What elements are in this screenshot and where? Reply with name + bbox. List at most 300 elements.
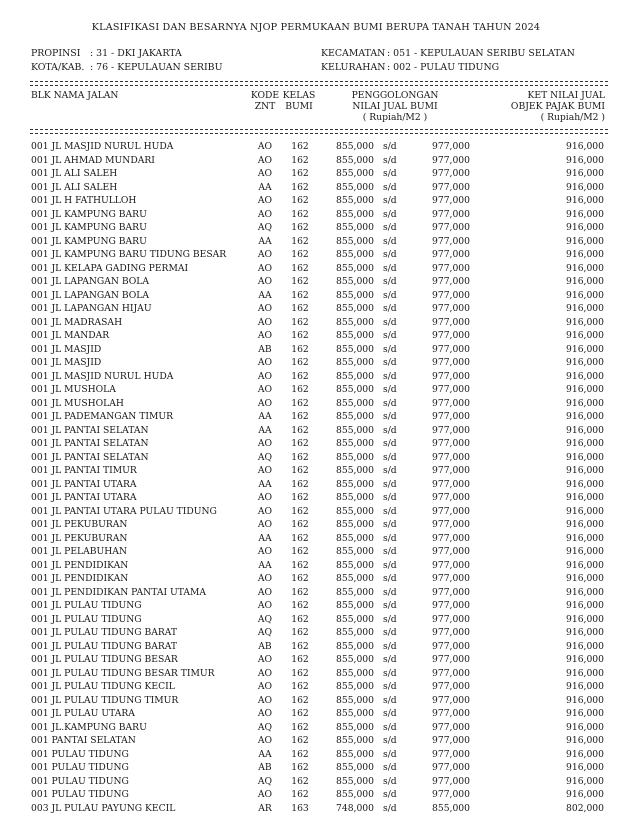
street-name-cell: [31, 572, 128, 586]
znt-cell: AB: [258, 640, 272, 652]
range-separator: s/d: [383, 235, 397, 247]
kelas-bumi-cell: 162: [291, 303, 309, 314]
table-row: [0, 356, 632, 370]
blk-cell: 001: [31, 316, 49, 328]
ket-nilai-cell: 916,000: [566, 789, 604, 800]
table-row: [0, 559, 632, 573]
range-separator: s/d: [383, 627, 397, 638]
nilai-low-cell: 855,000: [336, 316, 374, 328]
nilai-high-cell: 977,000: [432, 222, 470, 233]
nilai-low-cell: 855,000: [336, 276, 374, 287]
table-row: [0, 788, 632, 802]
nilai-high-cell: 977,000: [432, 384, 470, 395]
nama-jalan-cell: JL PANTAI SELATAN: [51, 424, 149, 436]
nilai-low-cell: 855,000: [336, 708, 374, 719]
nilai-high-cell: 977,000: [432, 694, 470, 706]
table-row: [0, 329, 632, 343]
street-name-cell: [31, 437, 149, 451]
nilai-low-cell: 855,000: [336, 721, 374, 733]
kelas-bumi-cell: 162: [291, 235, 309, 247]
table-row: [0, 262, 632, 276]
znt-cell: AQ: [257, 451, 273, 463]
table-row: [0, 491, 632, 505]
table-row: [0, 734, 632, 748]
nama-jalan-cell: JL PENDIDIKAN: [51, 559, 129, 571]
nilai-low-cell: 855,000: [336, 438, 374, 449]
street-name-cell: [31, 154, 155, 168]
nilai-high-cell: 977,000: [432, 627, 470, 638]
ket-nilai-cell: 916,000: [566, 708, 604, 719]
ket-nilai-cell: 916,000: [566, 222, 604, 233]
range-separator: s/d: [383, 640, 397, 652]
ket-nilai-cell: 916,000: [566, 316, 604, 328]
kelas-bumi-cell: 162: [291, 492, 309, 503]
ket-nilai-cell: 916,000: [566, 735, 604, 746]
nilai-high-cell: 977,000: [432, 330, 470, 341]
nilai-high-cell: 977,000: [432, 762, 470, 773]
ket-nilai-cell: 916,000: [566, 424, 604, 436]
kelas-bumi-cell: 163: [291, 802, 309, 814]
ket-nilai-cell: 916,000: [566, 694, 604, 706]
street-name-cell: [31, 235, 147, 249]
table-row: [0, 586, 632, 600]
nilai-high-cell: 977,000: [432, 789, 470, 800]
nilai-high-cell: 977,000: [432, 181, 470, 193]
blk-cell: 001: [31, 181, 49, 193]
znt-cell: AO: [257, 262, 273, 274]
street-name-cell: [31, 586, 206, 600]
kelas-bumi-cell: 162: [291, 249, 309, 260]
blk-cell: 001: [31, 654, 49, 665]
blk-cell: 001: [31, 141, 49, 152]
kelas-bumi-cell: 162: [291, 600, 309, 611]
nilai-low-cell: 855,000: [336, 762, 374, 773]
blk-cell: 001: [31, 694, 49, 706]
nama-jalan-cell: JL PULAU TIDUNG: [51, 613, 142, 625]
nama-jalan-cell: JL PEKUBURAN: [51, 532, 128, 544]
table-row: [0, 464, 632, 478]
nilai-high-cell: 977,000: [432, 235, 470, 247]
nilai-low-cell: 855,000: [336, 586, 374, 598]
znt-cell: AB: [258, 762, 272, 773]
range-separator: s/d: [383, 559, 397, 571]
range-separator: s/d: [383, 546, 397, 557]
range-separator: s/d: [383, 478, 397, 490]
table-row: [0, 721, 632, 735]
nama-jalan-cell: JL MADRASAH: [51, 316, 123, 328]
table-row: [0, 208, 632, 222]
nama-jalan-cell: JL LAPANGAN BOLA: [51, 276, 150, 287]
range-separator: s/d: [383, 154, 397, 166]
nilai-low-cell: 855,000: [336, 532, 374, 544]
col-penggolongan: PENGGOLONGAN: [351, 90, 439, 101]
nama-jalan-cell: JL MASJID NURUL HUDA: [51, 141, 174, 152]
col-ket-nilai-jual: KET NILAI JUAL: [527, 90, 605, 101]
kelas-bumi-cell: 162: [291, 451, 309, 463]
street-name-cell: [31, 680, 175, 694]
nilai-low-cell: 855,000: [336, 613, 374, 625]
nilai-high-cell: 977,000: [432, 195, 470, 206]
range-separator: s/d: [383, 775, 397, 787]
nama-jalan-cell: JL LAPANGAN BOLA: [51, 289, 150, 301]
nilai-low-cell: 855,000: [336, 640, 374, 652]
table-row: [0, 316, 632, 330]
street-name-cell: [31, 343, 101, 357]
kelas-bumi-cell: 162: [291, 775, 309, 787]
znt-cell: AO: [257, 586, 273, 598]
header-top-rule: [30, 81, 608, 86]
range-separator: s/d: [383, 357, 397, 368]
nilai-high-cell: 977,000: [432, 667, 470, 679]
znt-cell: AO: [257, 600, 273, 611]
blk-cell: 003: [31, 802, 49, 814]
blk-cell: 001: [31, 748, 49, 760]
nama-jalan-cell: JL PULAU UTARA: [51, 708, 135, 719]
street-name-cell: [31, 397, 124, 411]
nama-jalan-cell: JL PENDIDIKAN: [51, 573, 129, 584]
street-name-cell: [31, 181, 117, 195]
nilai-low-cell: 855,000: [336, 451, 374, 463]
street-name-cell: [31, 329, 109, 343]
kelas-bumi-cell: 162: [291, 748, 309, 760]
table-row: [0, 478, 632, 492]
kelas-bumi-cell: 162: [291, 681, 309, 692]
range-separator: s/d: [383, 438, 397, 449]
nilai-high-cell: 977,000: [432, 748, 470, 760]
znt-cell: AA: [258, 289, 272, 301]
street-name-cell: [31, 140, 173, 154]
kelas-bumi-cell: 162: [291, 316, 309, 328]
table-row: [0, 424, 632, 438]
kelas-bumi-cell: 162: [291, 640, 309, 652]
nilai-high-cell: 977,000: [432, 249, 470, 260]
kelas-bumi-cell: 162: [291, 397, 309, 409]
range-separator: s/d: [383, 654, 397, 665]
kelas-bumi-cell: 162: [291, 168, 309, 179]
nama-jalan-cell: JL PADEMANGAN TIMUR: [51, 411, 174, 422]
nama-jalan-cell: JL PANTAI UTARA: [51, 478, 137, 490]
znt-cell: AQ: [257, 627, 273, 638]
znt-cell: AO: [257, 708, 273, 719]
njop-table-body: [0, 140, 632, 815]
nilai-high-cell: 977,000: [432, 303, 470, 314]
nilai-high-cell: 977,000: [432, 735, 470, 746]
table-row: [0, 532, 632, 546]
blk-cell: 001: [31, 775, 49, 787]
kelas-bumi-cell: 162: [291, 384, 309, 395]
blk-cell: 001: [31, 168, 49, 179]
street-name-cell: [31, 518, 127, 532]
table-row: [0, 383, 632, 397]
kelas-bumi-cell: 162: [291, 762, 309, 773]
table-row: [0, 599, 632, 613]
blk-cell: 001: [31, 451, 49, 463]
col-nilai-jual-bumi: NILAI JUAL BUMI: [352, 101, 438, 112]
nama-jalan-cell: JL MUSHOLAH: [51, 397, 124, 409]
kelas-bumi-cell: 162: [291, 546, 309, 557]
blk-cell: 001: [31, 465, 49, 476]
nama-jalan-cell: JL MASJID: [51, 357, 102, 368]
range-separator: s/d: [383, 519, 397, 530]
range-separator: s/d: [383, 424, 397, 436]
nilai-low-cell: 855,000: [336, 573, 374, 584]
znt-cell: AO: [257, 303, 273, 314]
table-row: [0, 680, 632, 694]
nilai-high-cell: 977,000: [432, 276, 470, 287]
znt-cell: AO: [257, 789, 273, 800]
table-row: [0, 248, 632, 262]
col-ket-unit: ( Rupiah/M2 ): [540, 112, 605, 123]
ket-nilai-cell: 916,000: [566, 289, 604, 301]
street-name-cell: [31, 653, 178, 667]
znt-cell: AQ: [257, 775, 273, 787]
blk-cell: 001: [31, 762, 49, 773]
street-name-cell: [31, 464, 137, 478]
kelas-bumi-cell: 162: [291, 789, 309, 800]
blk-cell: 001: [31, 397, 49, 409]
ket-nilai-cell: 916,000: [566, 586, 604, 598]
range-separator: s/d: [383, 222, 397, 233]
nilai-low-cell: 855,000: [336, 262, 374, 274]
kecamatan-value: : 051 - KEPULAUAN SERIBU SELATAN: [387, 48, 575, 59]
nilai-high-cell: 977,000: [432, 424, 470, 436]
znt-cell: AA: [258, 235, 272, 247]
nama-jalan-cell: JL ALI SALEH: [51, 181, 118, 193]
kelas-bumi-cell: 162: [291, 343, 309, 355]
col-kelas: KELAS: [282, 90, 316, 101]
range-separator: s/d: [383, 721, 397, 733]
znt-cell: AO: [257, 735, 273, 746]
blk-cell: 001: [31, 276, 49, 287]
street-name-cell: [31, 356, 101, 370]
street-name-cell: [31, 194, 136, 208]
ket-nilai-cell: 916,000: [566, 262, 604, 274]
znt-cell: AO: [257, 330, 273, 341]
znt-cell: AO: [257, 154, 273, 166]
kelas-bumi-cell: 162: [291, 519, 309, 530]
table-row: [0, 626, 632, 640]
kelas-bumi-cell: 162: [291, 195, 309, 206]
ket-nilai-cell: 916,000: [566, 303, 604, 314]
ket-nilai-cell: 916,000: [566, 343, 604, 355]
table-row: [0, 761, 632, 775]
nama-jalan-cell: JL PULAU TIDUNG BARAT: [51, 640, 178, 652]
nama-jalan-cell: JL PENDIDIKAN PANTAI UTAMA: [51, 586, 207, 598]
kelas-bumi-cell: 162: [291, 532, 309, 544]
nilai-low-cell: 855,000: [336, 181, 374, 193]
znt-cell: AO: [257, 681, 273, 692]
ket-nilai-cell: 916,000: [566, 465, 604, 476]
nilai-low-cell: 855,000: [336, 222, 374, 233]
col-blk-nama: BLK NAMA JALAN: [31, 90, 119, 101]
nilai-high-cell: 977,000: [432, 168, 470, 179]
col-penggolongan-unit: ( Rupiah/M2 ): [362, 112, 428, 123]
street-name-cell: [31, 667, 215, 681]
nilai-high-cell: 977,000: [432, 519, 470, 530]
blk-cell: 001: [31, 735, 49, 746]
blk-cell: 001: [31, 640, 49, 652]
ket-nilai-cell: 916,000: [566, 519, 604, 530]
nilai-high-cell: 977,000: [432, 465, 470, 476]
nilai-high-cell: 977,000: [432, 262, 470, 274]
nilai-high-cell: 977,000: [432, 546, 470, 557]
range-separator: s/d: [383, 249, 397, 260]
nilai-low-cell: 855,000: [336, 519, 374, 530]
range-separator: s/d: [383, 411, 397, 422]
nilai-low-cell: 855,000: [336, 505, 374, 517]
nilai-low-cell: 855,000: [336, 546, 374, 557]
ket-nilai-cell: 916,000: [566, 762, 604, 773]
nilai-low-cell: 855,000: [336, 208, 374, 220]
nilai-low-cell: 855,000: [336, 235, 374, 247]
street-name-cell: [31, 208, 147, 222]
street-name-cell: [31, 505, 217, 519]
ket-nilai-cell: 916,000: [566, 181, 604, 193]
nama-jalan-cell: JL PANTAI SELATAN: [51, 438, 149, 449]
znt-cell: AA: [258, 478, 272, 490]
nilai-low-cell: 855,000: [336, 303, 374, 314]
blk-cell: 001: [31, 667, 49, 679]
kelas-bumi-cell: 162: [291, 478, 309, 490]
nilai-high-cell: 977,000: [432, 478, 470, 490]
range-separator: s/d: [383, 573, 397, 584]
znt-cell: AO: [257, 316, 273, 328]
street-name-cell: [31, 289, 149, 303]
street-name-cell: [31, 734, 136, 748]
nilai-low-cell: 855,000: [336, 735, 374, 746]
table-row: [0, 437, 632, 451]
street-name-cell: [31, 626, 177, 640]
blk-cell: 001: [31, 249, 49, 260]
table-row: [0, 167, 632, 181]
nilai-high-cell: 977,000: [432, 141, 470, 152]
range-separator: s/d: [383, 384, 397, 395]
nama-jalan-cell: JL PANTAI TIMUR: [51, 465, 137, 476]
kelas-bumi-cell: 162: [291, 735, 309, 746]
nama-jalan-cell: JL PULAU TIDUNG BARAT: [51, 627, 178, 638]
ket-nilai-cell: 916,000: [566, 721, 604, 733]
col-objek-pajak-bumi: OBJEK PAJAK BUMI: [510, 101, 605, 112]
nilai-high-cell: 977,000: [432, 573, 470, 584]
table-row: [0, 653, 632, 667]
nilai-high-cell: 977,000: [432, 775, 470, 787]
nilai-high-cell: 977,000: [432, 492, 470, 503]
range-separator: s/d: [383, 195, 397, 206]
ket-nilai-cell: 916,000: [566, 667, 604, 679]
blk-cell: 001: [31, 289, 49, 301]
nama-jalan-cell: PULAU TIDUNG: [51, 762, 129, 773]
nama-jalan-cell: JL ALI SALEH: [51, 168, 118, 179]
range-separator: s/d: [383, 303, 397, 314]
table-row: [0, 545, 632, 559]
ket-nilai-cell: 916,000: [566, 573, 604, 584]
nilai-low-cell: 855,000: [336, 492, 374, 503]
ket-nilai-cell: 916,000: [566, 370, 604, 382]
table-row: [0, 640, 632, 654]
nama-jalan-cell: JL PULAU TIDUNG BESAR: [51, 654, 178, 665]
kelas-bumi-cell: 162: [291, 573, 309, 584]
nama-jalan-cell: JL PELABUHAN: [51, 546, 127, 557]
table-row: [0, 572, 632, 586]
znt-cell: AO: [257, 438, 273, 449]
street-name-cell: [31, 248, 226, 262]
table-row: [0, 451, 632, 465]
nilai-high-cell: 977,000: [432, 451, 470, 463]
range-separator: s/d: [383, 694, 397, 706]
page-title: KLASIFIKASI DAN BESARNYA NJOP PERMUKAAN BUMI BERUPA TANAH TAHUN 2024: [91, 22, 541, 33]
nama-jalan-cell: JL PANTAI SELATAN: [51, 451, 149, 463]
znt-cell: AO: [257, 667, 273, 679]
range-separator: s/d: [383, 262, 397, 274]
header-bottom-rule: [30, 129, 608, 134]
table-row: [0, 343, 632, 357]
blk-cell: 001: [31, 357, 49, 368]
range-separator: s/d: [383, 748, 397, 760]
table-row: [0, 694, 632, 708]
nilai-high-cell: 977,000: [432, 208, 470, 220]
street-name-cell: [31, 410, 173, 424]
blk-cell: 001: [31, 262, 49, 274]
table-row: [0, 370, 632, 384]
blk-cell: 001: [31, 154, 49, 166]
nilai-low-cell: 855,000: [336, 775, 374, 787]
kelas-bumi-cell: 162: [291, 438, 309, 449]
nilai-low-cell: 855,000: [336, 330, 374, 341]
nilai-low-cell: 855,000: [336, 370, 374, 382]
ket-nilai-cell: 916,000: [566, 208, 604, 220]
kelas-bumi-cell: 162: [291, 208, 309, 220]
kelas-bumi-cell: 162: [291, 721, 309, 733]
kecamatan-label: KECAMATAN: [321, 48, 386, 59]
nilai-low-cell: 855,000: [336, 411, 374, 422]
nama-jalan-cell: JL MUSHOLA: [51, 384, 116, 395]
range-separator: s/d: [383, 762, 397, 773]
ket-nilai-cell: 916,000: [566, 600, 604, 611]
ket-nilai-cell: 916,000: [566, 451, 604, 463]
ket-nilai-cell: 916,000: [566, 357, 604, 368]
street-name-cell: [31, 316, 122, 330]
kelas-bumi-cell: 162: [291, 708, 309, 719]
table-row: [0, 221, 632, 235]
nilai-low-cell: 855,000: [336, 397, 374, 409]
range-separator: s/d: [383, 168, 397, 179]
street-name-cell: [31, 748, 129, 762]
range-separator: s/d: [383, 735, 397, 746]
table-row: [0, 707, 632, 721]
range-separator: s/d: [383, 397, 397, 409]
nama-jalan-cell: PANTAI SELATAN: [51, 735, 136, 746]
znt-cell: AO: [257, 519, 273, 530]
kelas-bumi-cell: 162: [291, 694, 309, 706]
znt-cell: AO: [257, 654, 273, 665]
kelas-bumi-cell: 162: [291, 370, 309, 382]
street-name-cell: [31, 167, 117, 181]
blk-cell: 001: [31, 424, 49, 436]
range-separator: s/d: [383, 492, 397, 503]
kelas-bumi-cell: 162: [291, 276, 309, 287]
nilai-low-cell: 748,000: [336, 802, 374, 814]
street-name-cell: [31, 221, 147, 235]
nilai-high-cell: 977,000: [432, 613, 470, 625]
nilai-low-cell: 855,000: [336, 627, 374, 638]
table-row: [0, 302, 632, 316]
znt-cell: AO: [257, 384, 273, 395]
nama-jalan-cell: JL KAMPUNG BARU: [51, 222, 147, 233]
znt-cell: AA: [258, 559, 272, 571]
kelas-bumi-cell: 162: [291, 154, 309, 166]
znt-cell: AO: [257, 141, 273, 152]
znt-cell: AQ: [257, 222, 273, 233]
